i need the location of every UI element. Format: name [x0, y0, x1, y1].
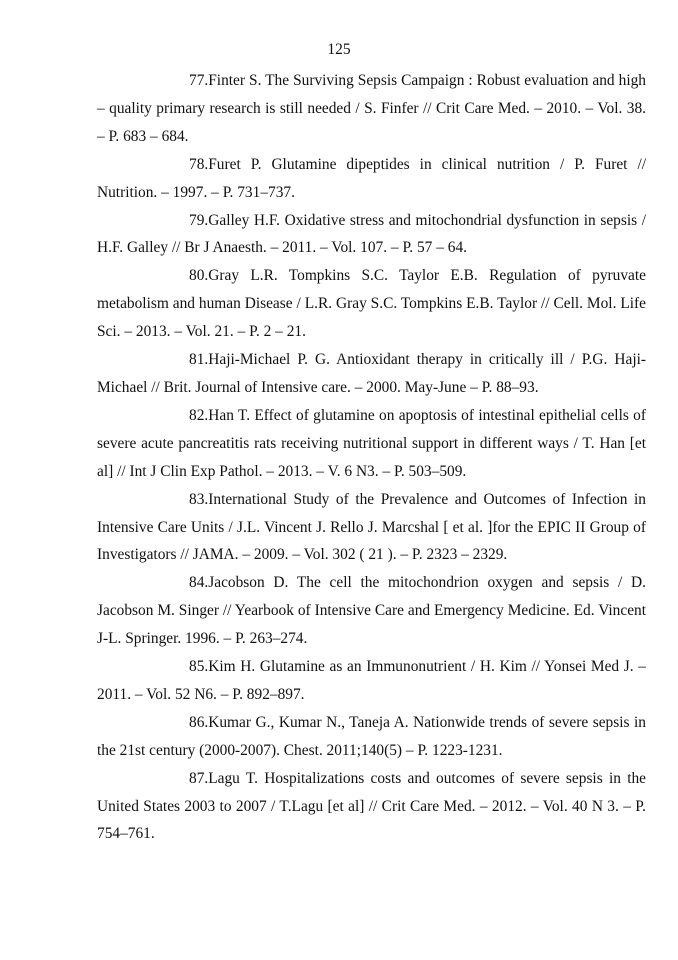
- reference-item: [97, 346, 646, 402]
- reference-number: 87.: [189, 769, 209, 787]
- reference-number: 79.: [189, 211, 209, 229]
- reference-number: 83.: [189, 490, 209, 508]
- reference-text: Furet P. Glutamine dipeptides in clinical nutrition / P. Furet // Nutrition. – 1997. – P. 731–737.: [97, 155, 646, 201]
- reference-number: 77.: [189, 72, 209, 89]
- reference-item: [97, 262, 646, 346]
- reference-number: 80.: [189, 267, 209, 285]
- reference-item: [97, 709, 646, 765]
- page-number: 125: [327, 41, 351, 58]
- reference-item: [97, 151, 646, 207]
- reference-number: 81.: [189, 351, 209, 369]
- reference-item: [97, 402, 646, 486]
- reference-number: 86.: [189, 713, 209, 731]
- reference-item: [97, 765, 646, 849]
- reference-number: 78.: [189, 155, 209, 173]
- reference-text: Gray L.R. Tompkins S.C. Taylor E.B. Regulation of pyruvate metabolism and human Disease / L.R. Gray S.C. Tompkins E.B. Taylor // Cell. Mol. Life Sci. – 2013. – Vol. 21. – P. 2 – 21.: [97, 267, 646, 341]
- reference-text: Lagu T. Hospitalizations costs and outcomes of severe sepsis in the United States 2003 to 2007 / T.Lagu [et al] // Crit Care Med. – 2012. – Vol. 40 N 3. – P. 754–761.: [97, 769, 646, 843]
- reference-item: [97, 653, 646, 709]
- reference-list: [97, 67, 646, 848]
- reference-text: International Study of the Prevalence and Outcomes of Infection in Intensive Care Units / J.L. Vincent J. Rello J. Marcshal [ et al. ]for the EPIC II Group of Investigators // JAMA. – 2009. – Vol. 302 ( 21 ). – P. 2323 – 2329.: [97, 490, 646, 564]
- reference-text: Jacobson D. The cell the mitochondrion oxygen and sepsis / D. Jacobson M. Singer // Yearbook of Intensive Care and Emergency Medicine. Ed. Vincent J-L. Springer. 1996. – P. 263–274.: [97, 574, 646, 648]
- reference-number: 82.: [189, 406, 209, 424]
- reference-item: [97, 569, 646, 653]
- reference-text: Finter S. The Surviving Sepsis Campaign : Robust evaluation and high – quality primary research is still needed / S. Finfer // Crit Care Med. – 2010. – Vol. 38. – P. 683 – 684.: [97, 72, 646, 145]
- reference-number: 84.: [189, 574, 209, 592]
- reference-item: [97, 486, 646, 570]
- reference-text: Kim H. Glutamine as an Immunonutrient / H. Kim // Yonsei Med J. – 2011. – Vol. 52 N6. – P. 892–897.: [97, 658, 646, 703]
- reference-item: [97, 207, 646, 263]
- reference-number: 85.: [189, 658, 209, 676]
- reference-text: Han T. Effect of glutamine on apoptosis of intestinal epithelial cells of severe acute pancreatitis rats receiving nutritional support in different ways / T. Han [et al] // Int J Clin Exp Pathol. – 2013. – V. 6 N3. – P. 503–509.: [97, 406, 646, 480]
- reference-text: Kumar G., Kumar N., Taneja A. Nationwide trends of severe sepsis in the 21st century (2000-2007). Chest. 2011;140(5) – P. 1223-1231.: [97, 713, 646, 759]
- reference-text: Haji-Michael P. G. Antioxidant therapy in critically ill / P.G. Haji-Michael // Brit. Journal of Intensive care. – 2000. May-June – P. 88–93.: [97, 351, 646, 396]
- reference-item: [97, 67, 646, 151]
- reference-text: Galley H.F. Oxidative stress and mitochondrial dysfunction in sepsis / H.F. Galley // Br J Anaesth. – 2011. – Vol. 107. – P. 57 – 64.: [97, 211, 646, 257]
